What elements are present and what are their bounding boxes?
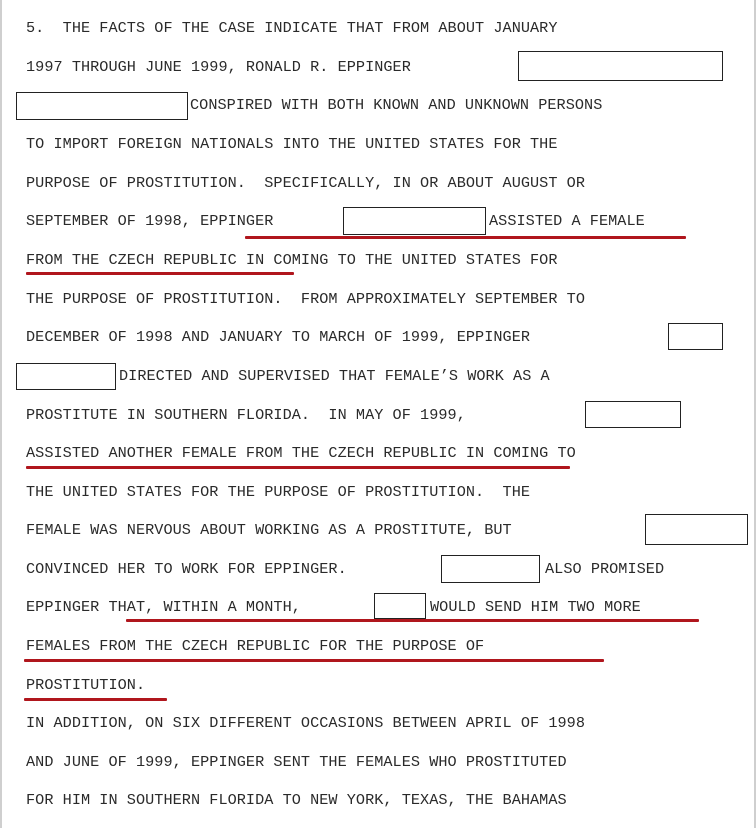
highlight-underline — [245, 236, 686, 239]
redaction-box — [585, 401, 681, 428]
text-line: THE PURPOSE OF PROSTITUTION. FROM APPROXIMATELY SEPTEMBER TO — [26, 290, 586, 308]
text-line: FROM THE CZECH REPUBLIC IN COMING TO THE UNITED STATES FOR — [26, 251, 558, 269]
text-line: EPPINGER THAT, WITHIN A MONTH, — [26, 598, 301, 616]
redaction-box — [668, 323, 723, 350]
text-line: ASSISTED A FEMALE — [489, 212, 645, 230]
text-line: ASSISTED ANOTHER FEMALE FROM THE CZECH REPUBLIC IN COMING TO — [26, 444, 576, 462]
redaction-box — [374, 593, 426, 619]
text-line: CONVINCED HER TO WORK FOR EPPINGER. — [26, 560, 347, 578]
text-line: FEMALES FROM THE CZECH REPUBLIC FOR THE PURPOSE OF — [26, 637, 485, 655]
redaction-box — [441, 555, 540, 583]
text-line: THE UNITED STATES FOR THE PURPOSE OF PROSTITUTION. THE — [26, 483, 531, 501]
highlight-underline — [24, 659, 604, 662]
highlight-underline — [126, 619, 699, 622]
text-line: IN ADDITION, ON SIX DIFFERENT OCCASIONS BETWEEN APRIL OF 1998 — [26, 714, 586, 732]
text-line: DIRECTED AND SUPERVISED THAT FEMALE’S WORK AS A — [119, 367, 550, 385]
highlight-underline — [26, 272, 294, 275]
text-line: FOR HIM IN SOUTHERN FLORIDA TO NEW YORK, TEXAS, THE BAHAMAS — [26, 791, 567, 809]
text-line: PROSTITUTION. — [26, 676, 146, 694]
redaction-box — [343, 207, 486, 235]
redaction-box — [16, 363, 116, 390]
text-line: CONSPIRED WITH BOTH KNOWN AND UNKNOWN PERSONS — [190, 96, 603, 114]
text-line: PROSTITUTE IN SOUTHERN FLORIDA. IN MAY OF 1999, — [26, 406, 466, 424]
text-line: 5. THE FACTS OF THE CASE INDICATE THAT FROM ABOUT JANUARY — [26, 19, 558, 37]
text-line: DECEMBER OF 1998 AND JANUARY TO MARCH OF 1999, EPPINGER — [26, 328, 531, 346]
text-line: PURPOSE OF PROSTITUTION. SPECIFICALLY, IN OR ABOUT AUGUST OR — [26, 174, 586, 192]
text-line: ALSO PROMISED — [545, 560, 665, 578]
text-line: 1997 THROUGH JUNE 1999, RONALD R. EPPINGER — [26, 58, 411, 76]
text-line: TO IMPORT FOREIGN NATIONALS INTO THE UNITED STATES FOR THE — [26, 135, 558, 153]
redaction-box — [645, 514, 748, 545]
text-line: SEPTEMBER OF 1998, EPPINGER — [26, 212, 274, 230]
text-line: AND JUNE OF 1999, EPPINGER SENT THE FEMALES WHO PROSTITUTED — [26, 753, 567, 771]
text-line: WOULD SEND HIM TWO MORE — [430, 598, 641, 616]
redaction-box — [16, 92, 188, 120]
text-line: FEMALE WAS NERVOUS ABOUT WORKING AS A PROSTITUTE, BUT — [26, 521, 512, 539]
highlight-underline — [24, 698, 167, 701]
highlight-underline — [26, 466, 570, 469]
redaction-box — [518, 51, 723, 81]
